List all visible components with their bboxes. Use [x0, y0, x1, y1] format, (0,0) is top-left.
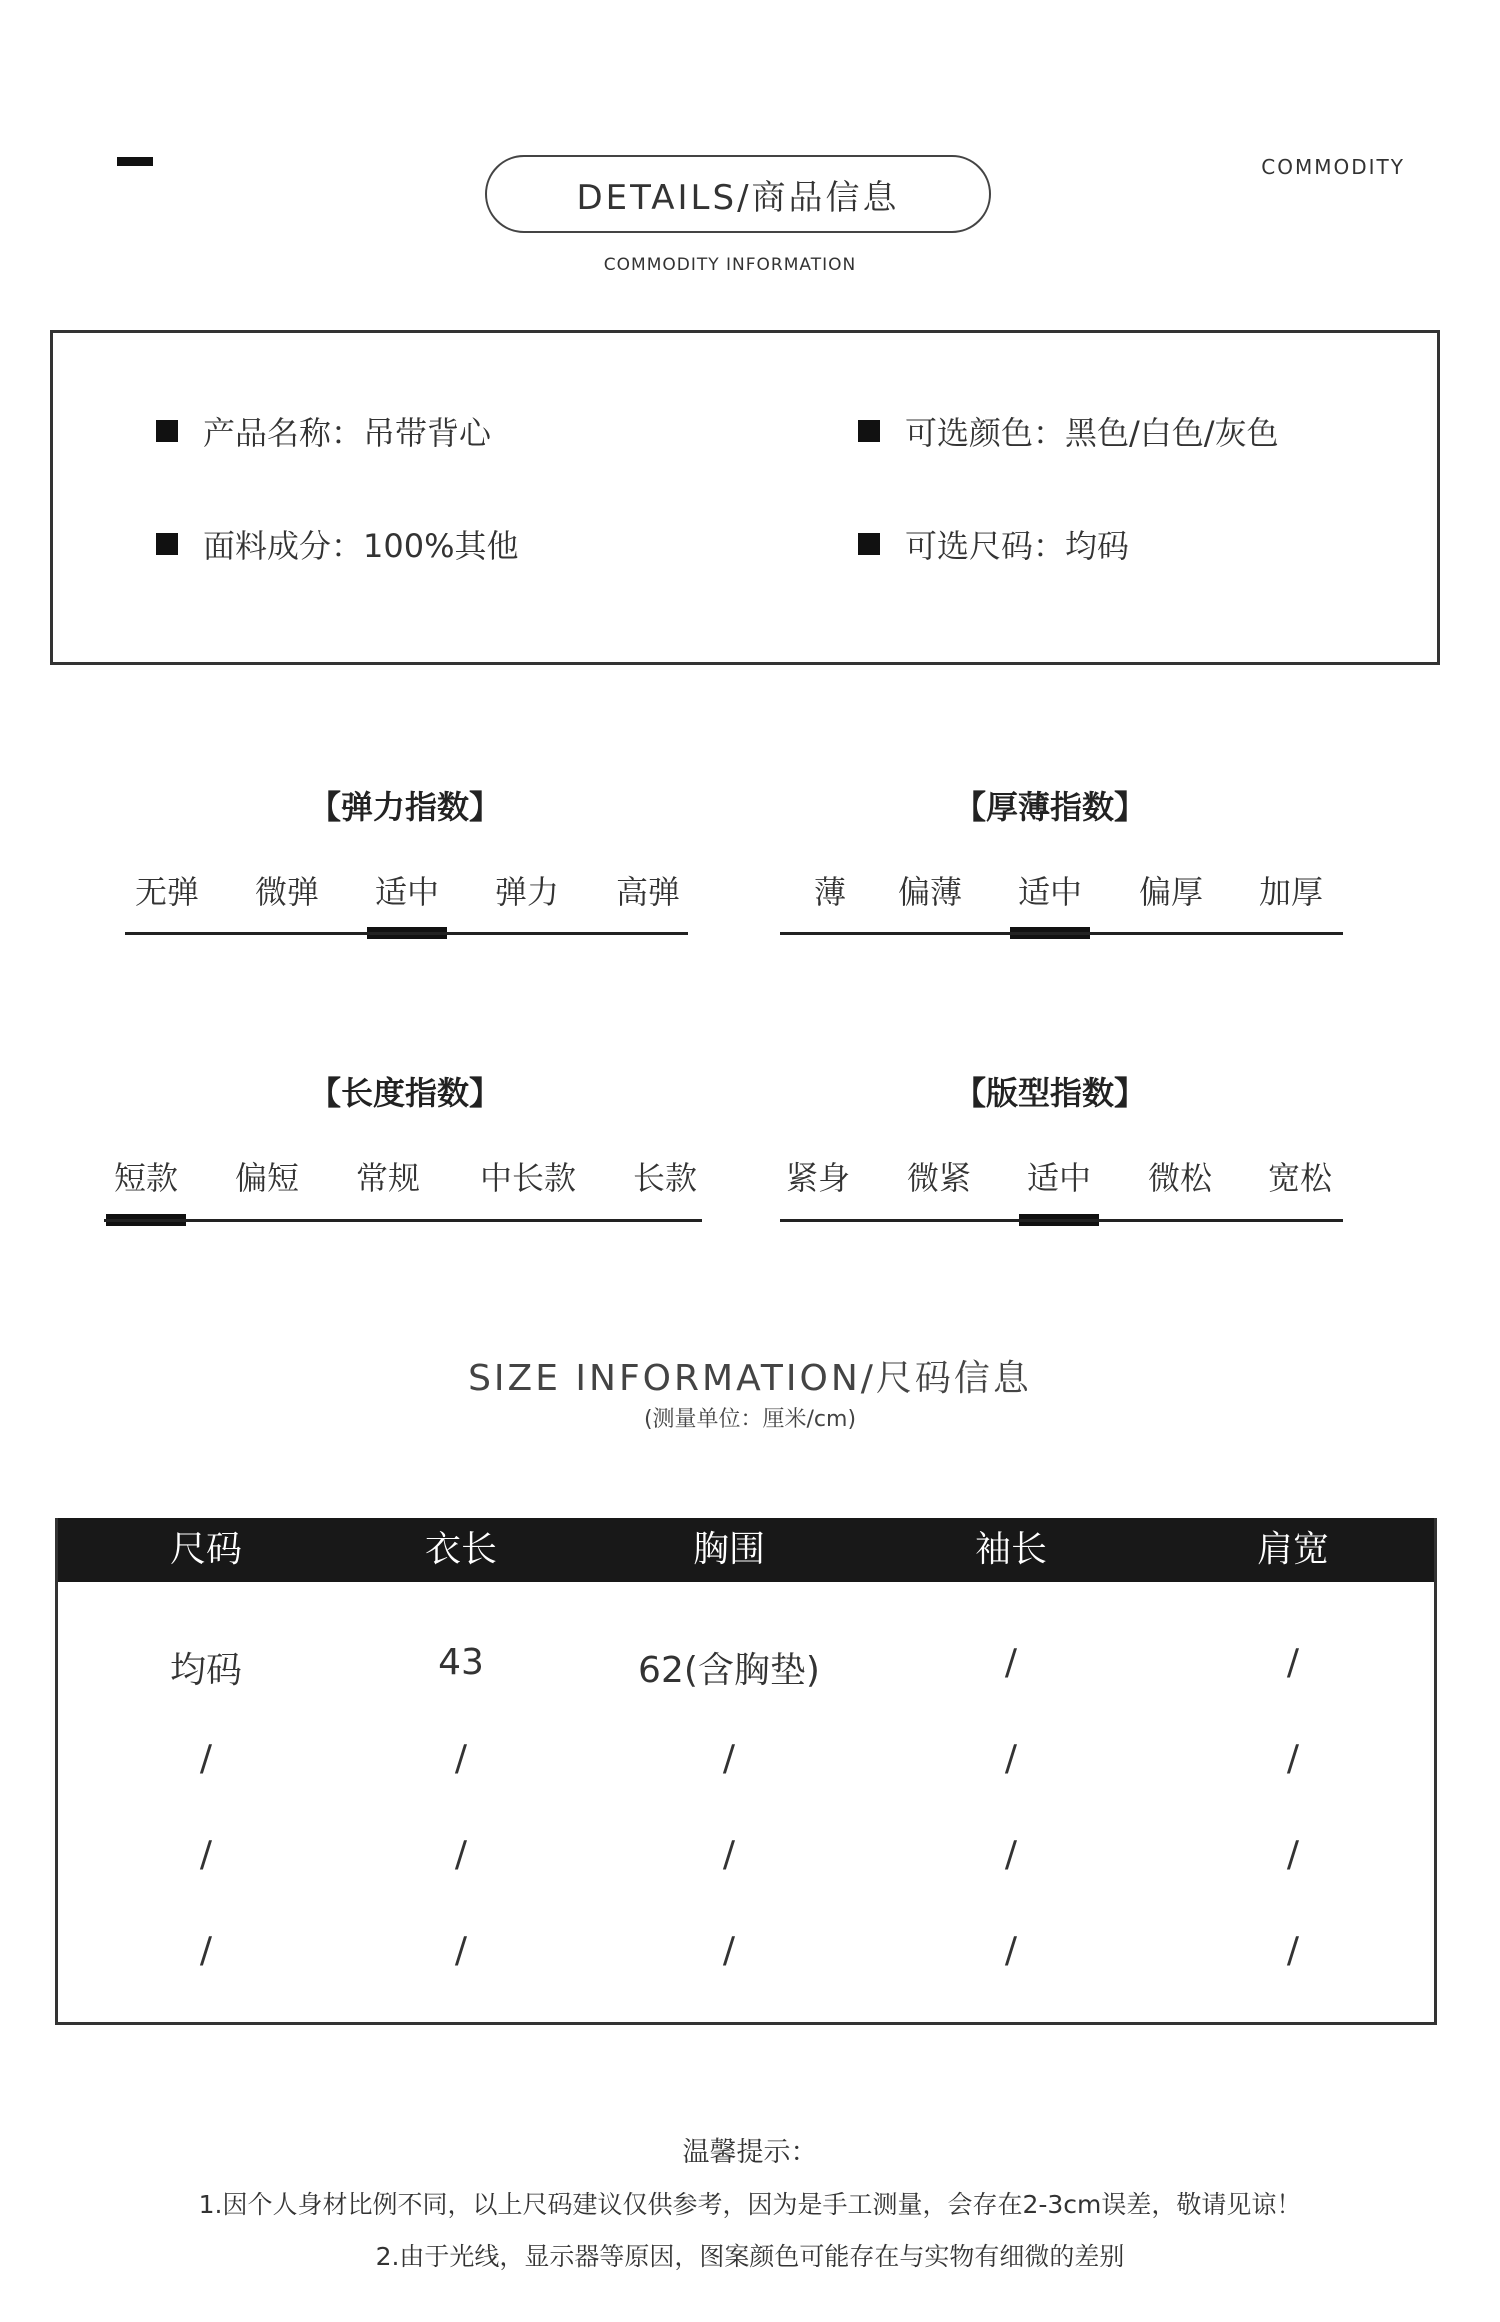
index-title: 【厚薄指数】	[953, 788, 1146, 826]
index-option: 偏厚	[1138, 873, 1203, 911]
info-colors-text: 可选颜色：黑色/白色/灰色	[905, 414, 1279, 452]
index-option: 中长款	[479, 1159, 576, 1197]
table-cell: /	[1286, 1738, 1300, 1779]
bullet-square-icon	[858, 420, 880, 442]
commodity-label: COMMODITY	[1261, 155, 1405, 179]
index-option: 弹力	[494, 873, 559, 911]
index-option: 长款	[632, 1159, 697, 1197]
index-scale-line	[125, 932, 688, 935]
size-table-header-cell: 尺码	[169, 1529, 242, 1570]
table-cell: 均码	[169, 1650, 242, 1691]
index-option: 微弹	[254, 873, 319, 911]
details-title: DETAILS/商品信息	[576, 177, 900, 218]
index-option: 高弹	[615, 873, 680, 911]
index-option: 宽松	[1267, 1159, 1332, 1197]
table-cell: /	[454, 1930, 468, 1971]
index-option: 短款	[113, 1159, 178, 1197]
index-option: 薄	[813, 873, 846, 911]
table-cell: /	[722, 1930, 736, 1971]
index-option: 微松	[1147, 1159, 1212, 1197]
info-sizes-text: 可选尺码：均码	[905, 527, 1130, 565]
table-cell: /	[454, 1834, 468, 1875]
bullet-square-icon	[156, 533, 178, 555]
index-option: 偏短	[234, 1159, 299, 1197]
table-cell: /	[1286, 1930, 1300, 1971]
decorative-dash	[117, 157, 153, 166]
index-option: 适中	[1026, 1159, 1091, 1197]
bullet-square-icon	[858, 533, 880, 555]
index-scale-line	[780, 1219, 1343, 1222]
info-product-name	[156, 408, 491, 454]
index-option: 加厚	[1258, 873, 1323, 911]
table-cell: /	[1004, 1642, 1018, 1683]
info-fabric	[156, 521, 519, 567]
product-info-box	[50, 330, 1440, 665]
size-table-header-cell: 肩宽	[1256, 1529, 1329, 1570]
index-option: 适中	[374, 873, 439, 911]
table-cell: /	[1004, 1738, 1018, 1779]
bullet-square-icon	[156, 420, 178, 442]
index-option: 偏薄	[897, 873, 962, 911]
index-option: 常规	[355, 1159, 420, 1197]
table-cell: /	[722, 1738, 736, 1779]
table-cell: /	[1004, 1834, 1018, 1875]
info-colors	[858, 408, 1279, 454]
size-table-header-cell: 胸围	[692, 1529, 765, 1570]
table-cell: 43	[438, 1642, 484, 1683]
index-option: 紧身	[785, 1159, 850, 1197]
index-option: 微紧	[906, 1159, 971, 1197]
table-cell: /	[454, 1738, 468, 1779]
tips-title: 温馨提示：	[682, 2137, 818, 2168]
table-cell: 62(含胸垫)	[638, 1650, 820, 1691]
table-cell: /	[199, 1738, 213, 1779]
size-table-header	[58, 1518, 1434, 1582]
info-sizes	[858, 521, 1129, 567]
table-cell: /	[199, 1930, 213, 1971]
info-fabric-text: 面料成分：100%其他	[203, 527, 519, 565]
commodity-info-subtitle: COMMODITY INFORMATION	[603, 255, 857, 275]
details-title-pill	[485, 155, 991, 233]
size-table-header-cell: 袖长	[974, 1529, 1047, 1570]
tip-line-2: 2.由于光线，显示器等原因，图案颜色可能存在与实物有细微的差别	[375, 2242, 1125, 2271]
info-product-name-text: 产品名称：吊带背心	[203, 414, 492, 452]
size-title: SIZE INFORMATION/尺码信息	[468, 1358, 1032, 1399]
table-cell: /	[199, 1834, 213, 1875]
index-scale-line	[780, 932, 1343, 935]
index-title: 【长度指数】	[308, 1074, 501, 1112]
index-option: 无弹	[134, 873, 199, 911]
size-unit-subtitle: (测量单位：厘米/cm)	[643, 1407, 857, 1432]
index-title: 【弹力指数】	[308, 788, 501, 826]
index-scale-line	[104, 1219, 702, 1222]
table-cell: /	[1286, 1642, 1300, 1683]
table-cell: /	[1286, 1834, 1300, 1875]
size-table-header-cell: 衣长	[424, 1529, 497, 1570]
index-title: 【版型指数】	[953, 1074, 1146, 1112]
index-option: 适中	[1017, 873, 1082, 911]
table-cell: /	[722, 1834, 736, 1875]
tip-line-1: 1.因个人身材比例不同，以上尺码建议仅供参考，因为是手工测量，会存在2-3cm误差，敬请见谅！	[198, 2190, 1302, 2219]
table-cell: /	[1004, 1930, 1018, 1971]
size-table	[55, 1518, 1437, 2025]
